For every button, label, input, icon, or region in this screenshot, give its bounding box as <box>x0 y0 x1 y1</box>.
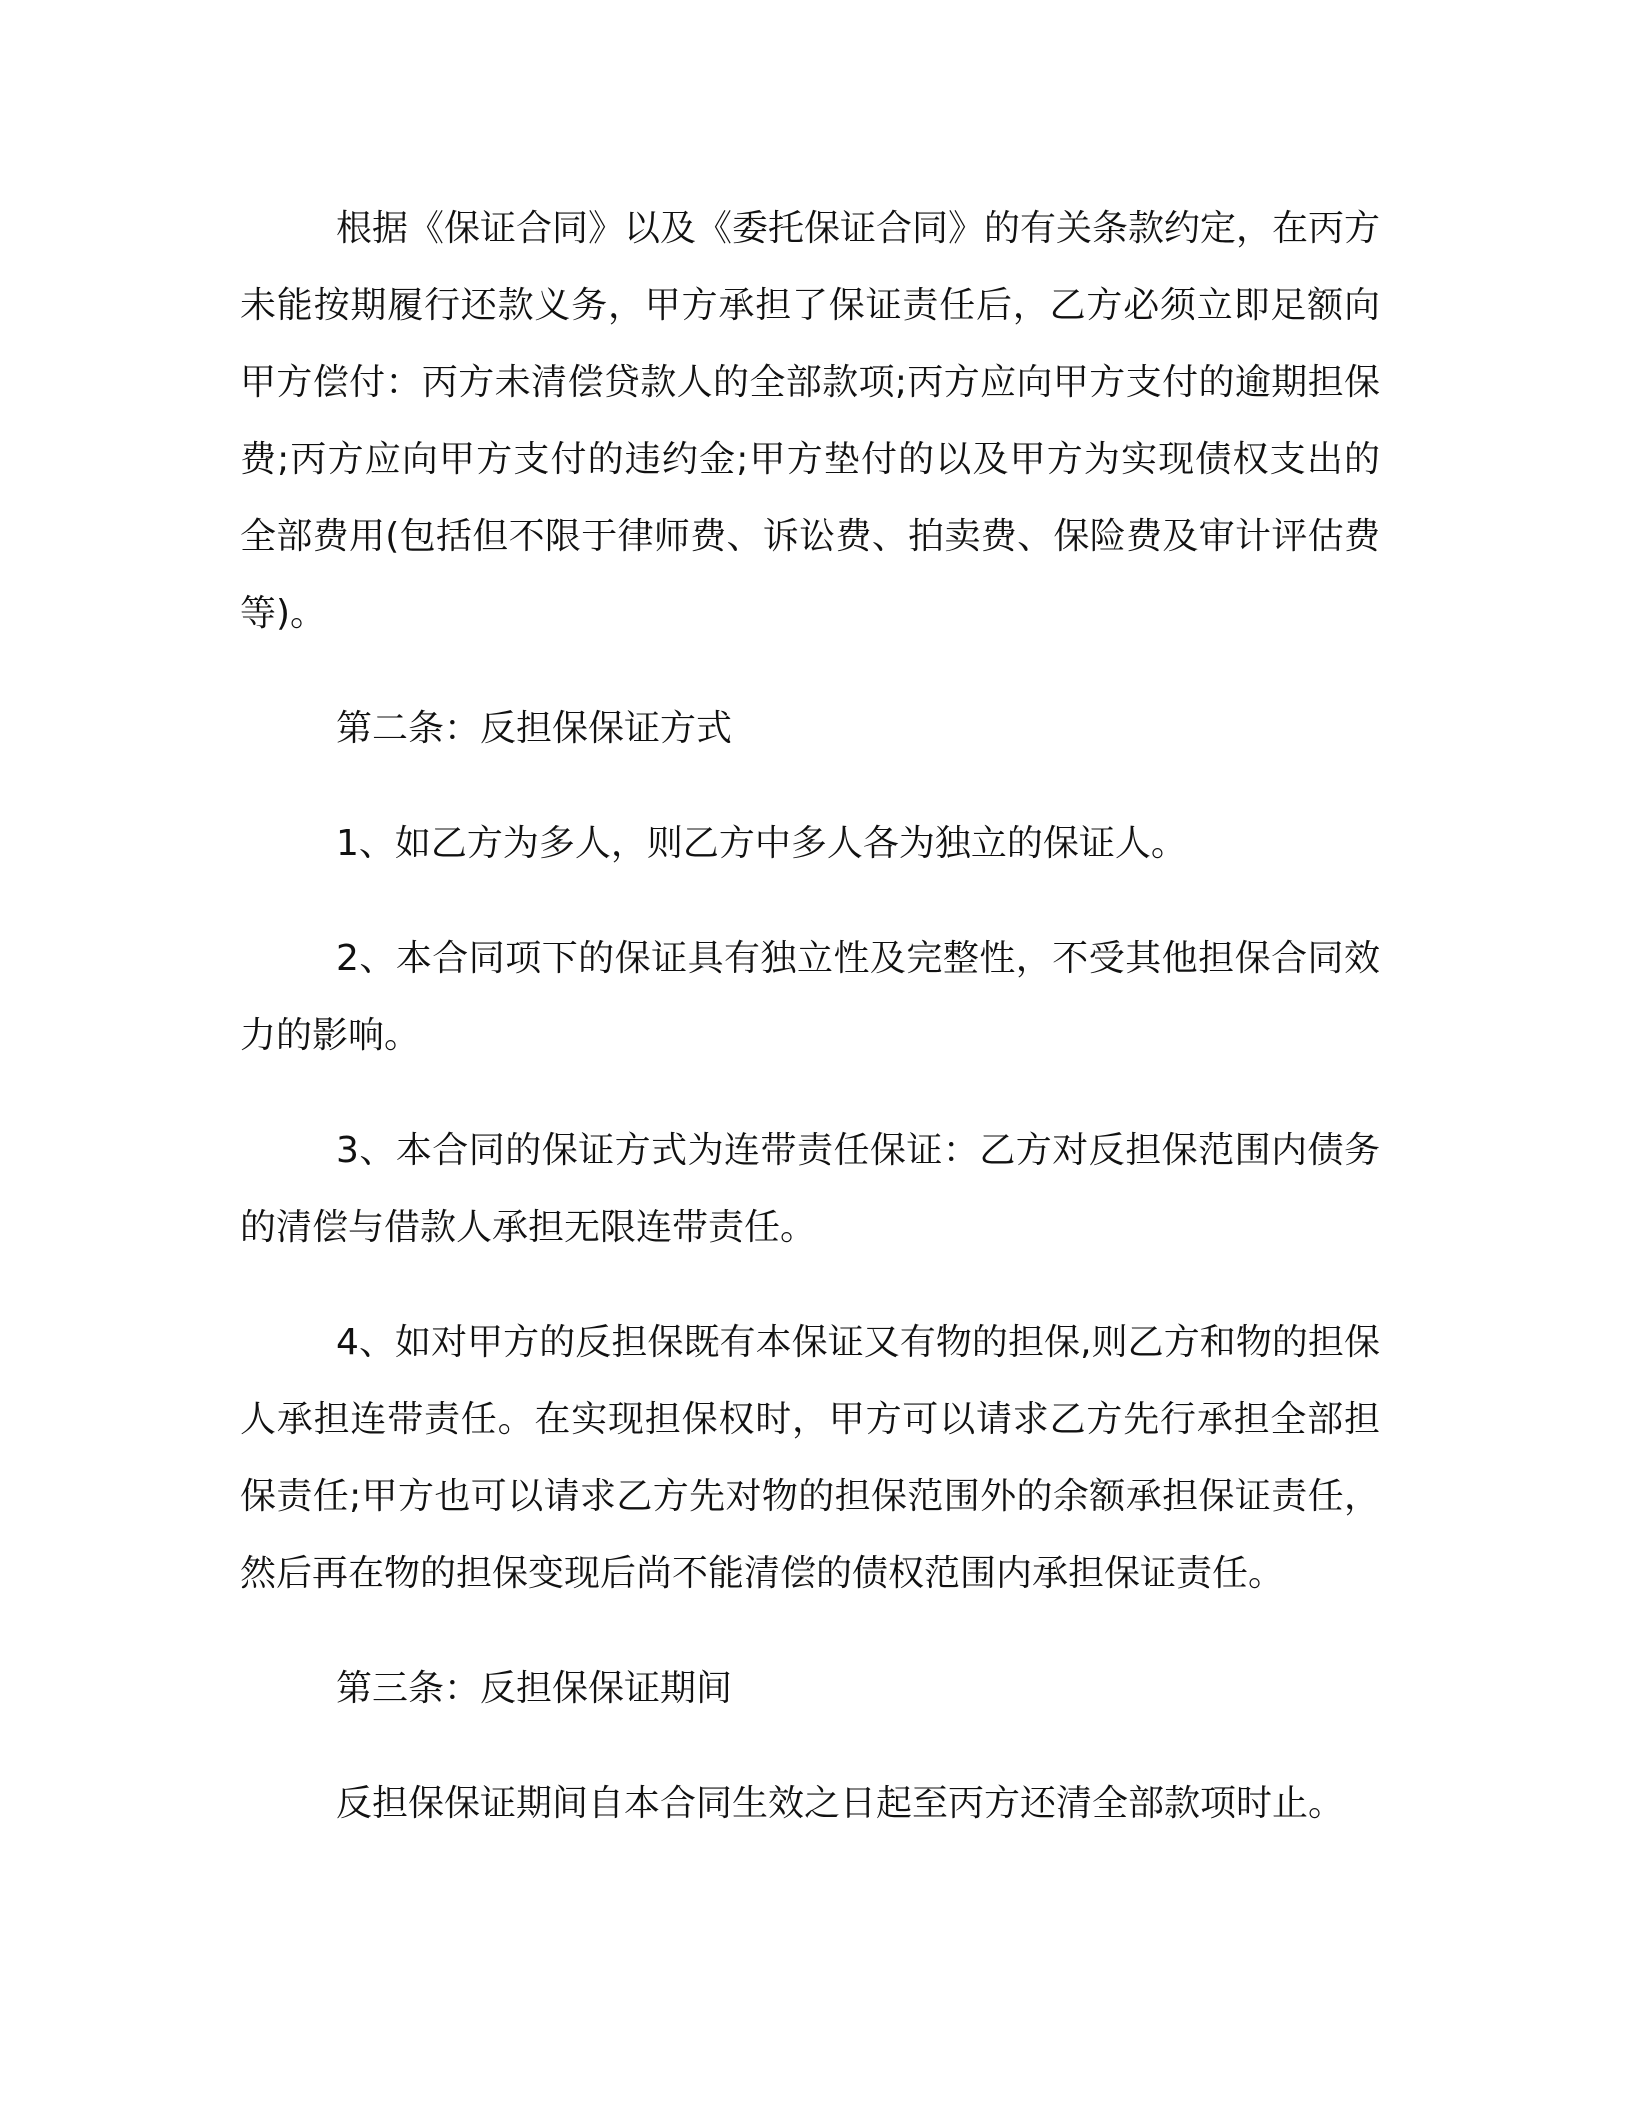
document-body <box>240 190 1380 1880</box>
clause-2-1: 1、如乙方为多人，则乙方中多人各为独立的保证人。 <box>336 823 1187 864</box>
clause-2-4: 4、如对甲方的反担保既有本保证又有物的担保,则乙方和物的担保人承担连带责任。在实现担保权时，甲方可以请求乙方先行承担全部担保责任;甲方也可以请求乙方先对物的担保范围外的余额承担保证责任，然后再在物的担保变现后尚不能清偿的债权范围内承担保证责任。 <box>240 1322 1380 1594</box>
article-2-heading: 第二条：反担保保证方式 <box>336 708 733 749</box>
clause-2-3: 3、本合同的保证方式为连带责任保证：乙方对反担保范围内债务的清偿与借款人承担无限连带责任。 <box>240 1130 1380 1248</box>
clause-2-2: 2、本合同项下的保证具有独立性及完整性，不受其他担保合同效力的影响。 <box>240 938 1380 1056</box>
paragraph-repayment-terms: 根据《保证合同》以及《委托保证合同》的有关条款约定，在丙方未能按期履行还款义务，甲方承担了保证责任后，乙方必须立即足额向甲方偿付：丙方未清偿贷款人的全部款项;丙方应向甲方支付的逾期担保费;丙方应向甲方支付的违约金;甲方垫付的以及甲方为实现债权支出的全部费用(包括但不限于律师费、诉讼费、拍卖费、保险费及审计评估费等)。 <box>240 208 1381 634</box>
clause-3-period: 反担保保证期间自本合同生效之日起至丙方还清全部款项时止。 <box>336 1783 1345 1824</box>
article-3-heading: 第三条：反担保保证期间 <box>336 1668 733 1709</box>
